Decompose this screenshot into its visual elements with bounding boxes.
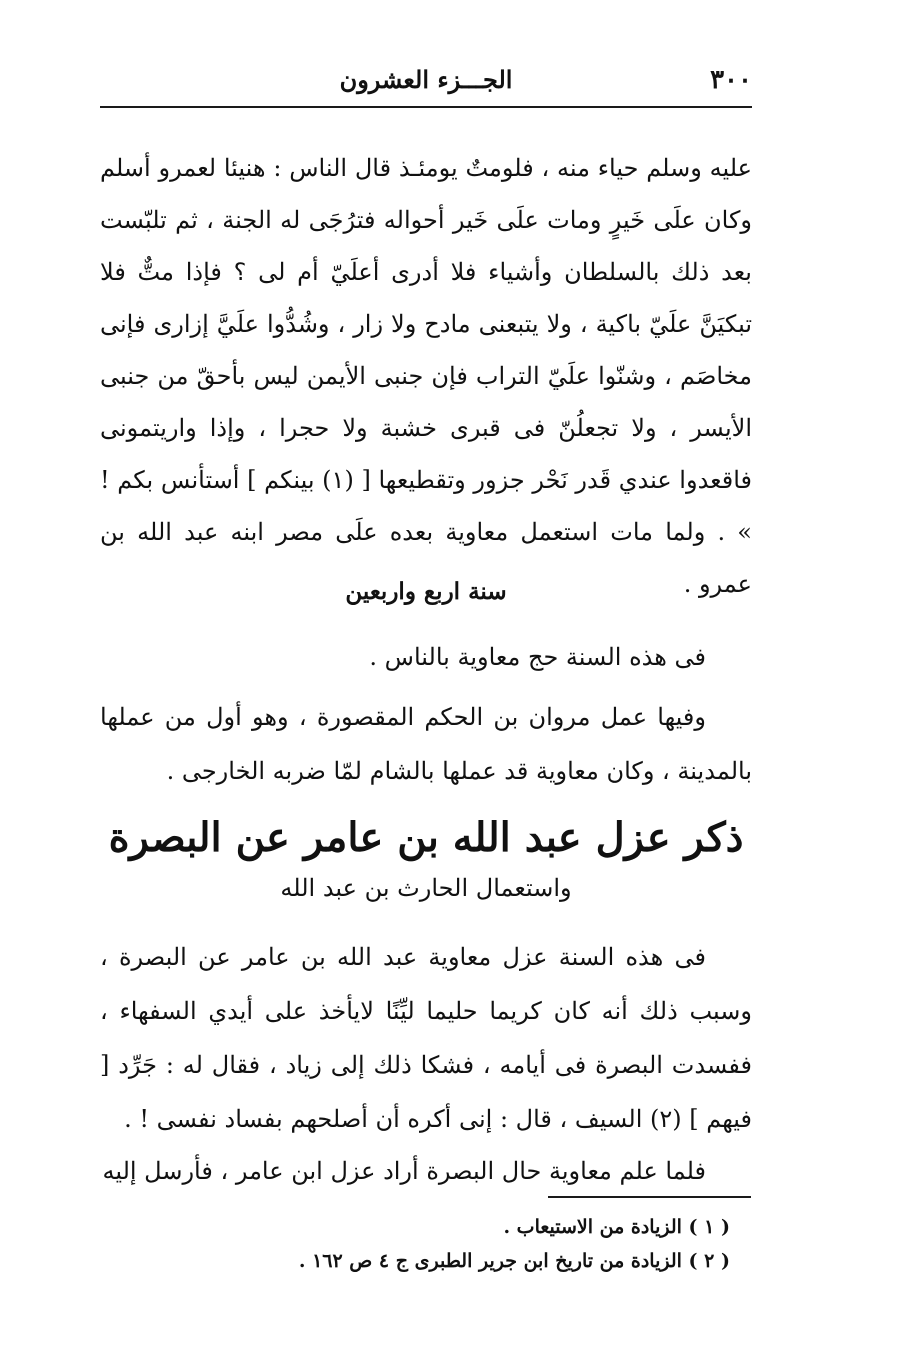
chapter-subheading: واستعمال الحارث بن عبد الله bbox=[280, 874, 572, 902]
paragraph-dismissal-reason: فى هذه السنة عزل معاوية عبد الله بن عامر عن البصرة ، وسبب ذلك أنه كان كريما حليما ليِّنًا لايأخذ على أيدي السفهاء ، ففسدت البصرة فى أيامه ، فشكا ذلك إلى زياد ، فقال له : جَرِّد [ فيهم ] (٢) السيف ، قال : إنى أكره أن أصلحهم بفساد نفسى ! . bbox=[100, 943, 752, 1133]
footnote-divider bbox=[548, 1196, 751, 1198]
paragraph-dismissal-decision: فلما علم معاوية حال البصرة أراد عزل ابن عامر ، فأرسل إليه bbox=[102, 1157, 706, 1185]
paragraph-hajj: فى هذه السنة حج معاوية بالناس . bbox=[369, 643, 706, 671]
footnotes bbox=[100, 1210, 730, 1278]
running-header bbox=[100, 60, 752, 108]
part-title: الجـــزء العشرون bbox=[339, 65, 513, 94]
section-heading-year: سنة اربع واربعين bbox=[345, 578, 507, 605]
footnote-2: ( ٢ ) الزيادة من تاريخ ابن جرير الطبرى ج ٤ ص ١٦٢ . bbox=[298, 1250, 730, 1272]
chapter-heading: ذكر عزل عبد الله بن عامر عن البصرة bbox=[108, 814, 744, 861]
footnote-1: ( ١ ) الزيادة من الاستيعاب . bbox=[503, 1216, 730, 1238]
page-number: ٣٠٠ bbox=[710, 65, 752, 95]
paragraph-maqsura: وفيها عمل مروان بن الحكم المقصورة ، وهو أول من عملها بالمدينة ، وكان معاوية قد عملها بالشام لمّا ضربه الخارجى . bbox=[100, 703, 752, 785]
paragraph-amr-bequest: عليه وسلم حياء منه ، فلومتٌ يومئـذ قال الناس : هنيئا لعمرو أسلم وكان علَى خَيرٍ ومات علَى خَير أحواله فترُجَى له الجنة ، ثم تلبّست بعد ذلك بالسلطان وأشياء فلا أدرى أعلَيّ أم لى ؟ فإذا متٌّ فلا تبكيَنَّ علَيّ باكية ، ولا يتبعنى مادح ولا زار ، وشُدُّوا علَيَّ إزارى فإنى مخاصَم ، وشنّوا علَيّ التراب فإن جنبى الأيمن ليس بأحقّ من جنبى الأيسر ، ولا تجعلُنّ فى قبرى خشبة ولا حجرا ، وإذا واريتمونى فاقعدوا عندي قَدر نَحْر جزور وتقطيعها [ (١) بينكم ] أستأنس بكم ! » . ولما مات استعمل معاوية بعده علَى مصر ابنه عبد الله بن عمرو . bbox=[100, 154, 753, 598]
